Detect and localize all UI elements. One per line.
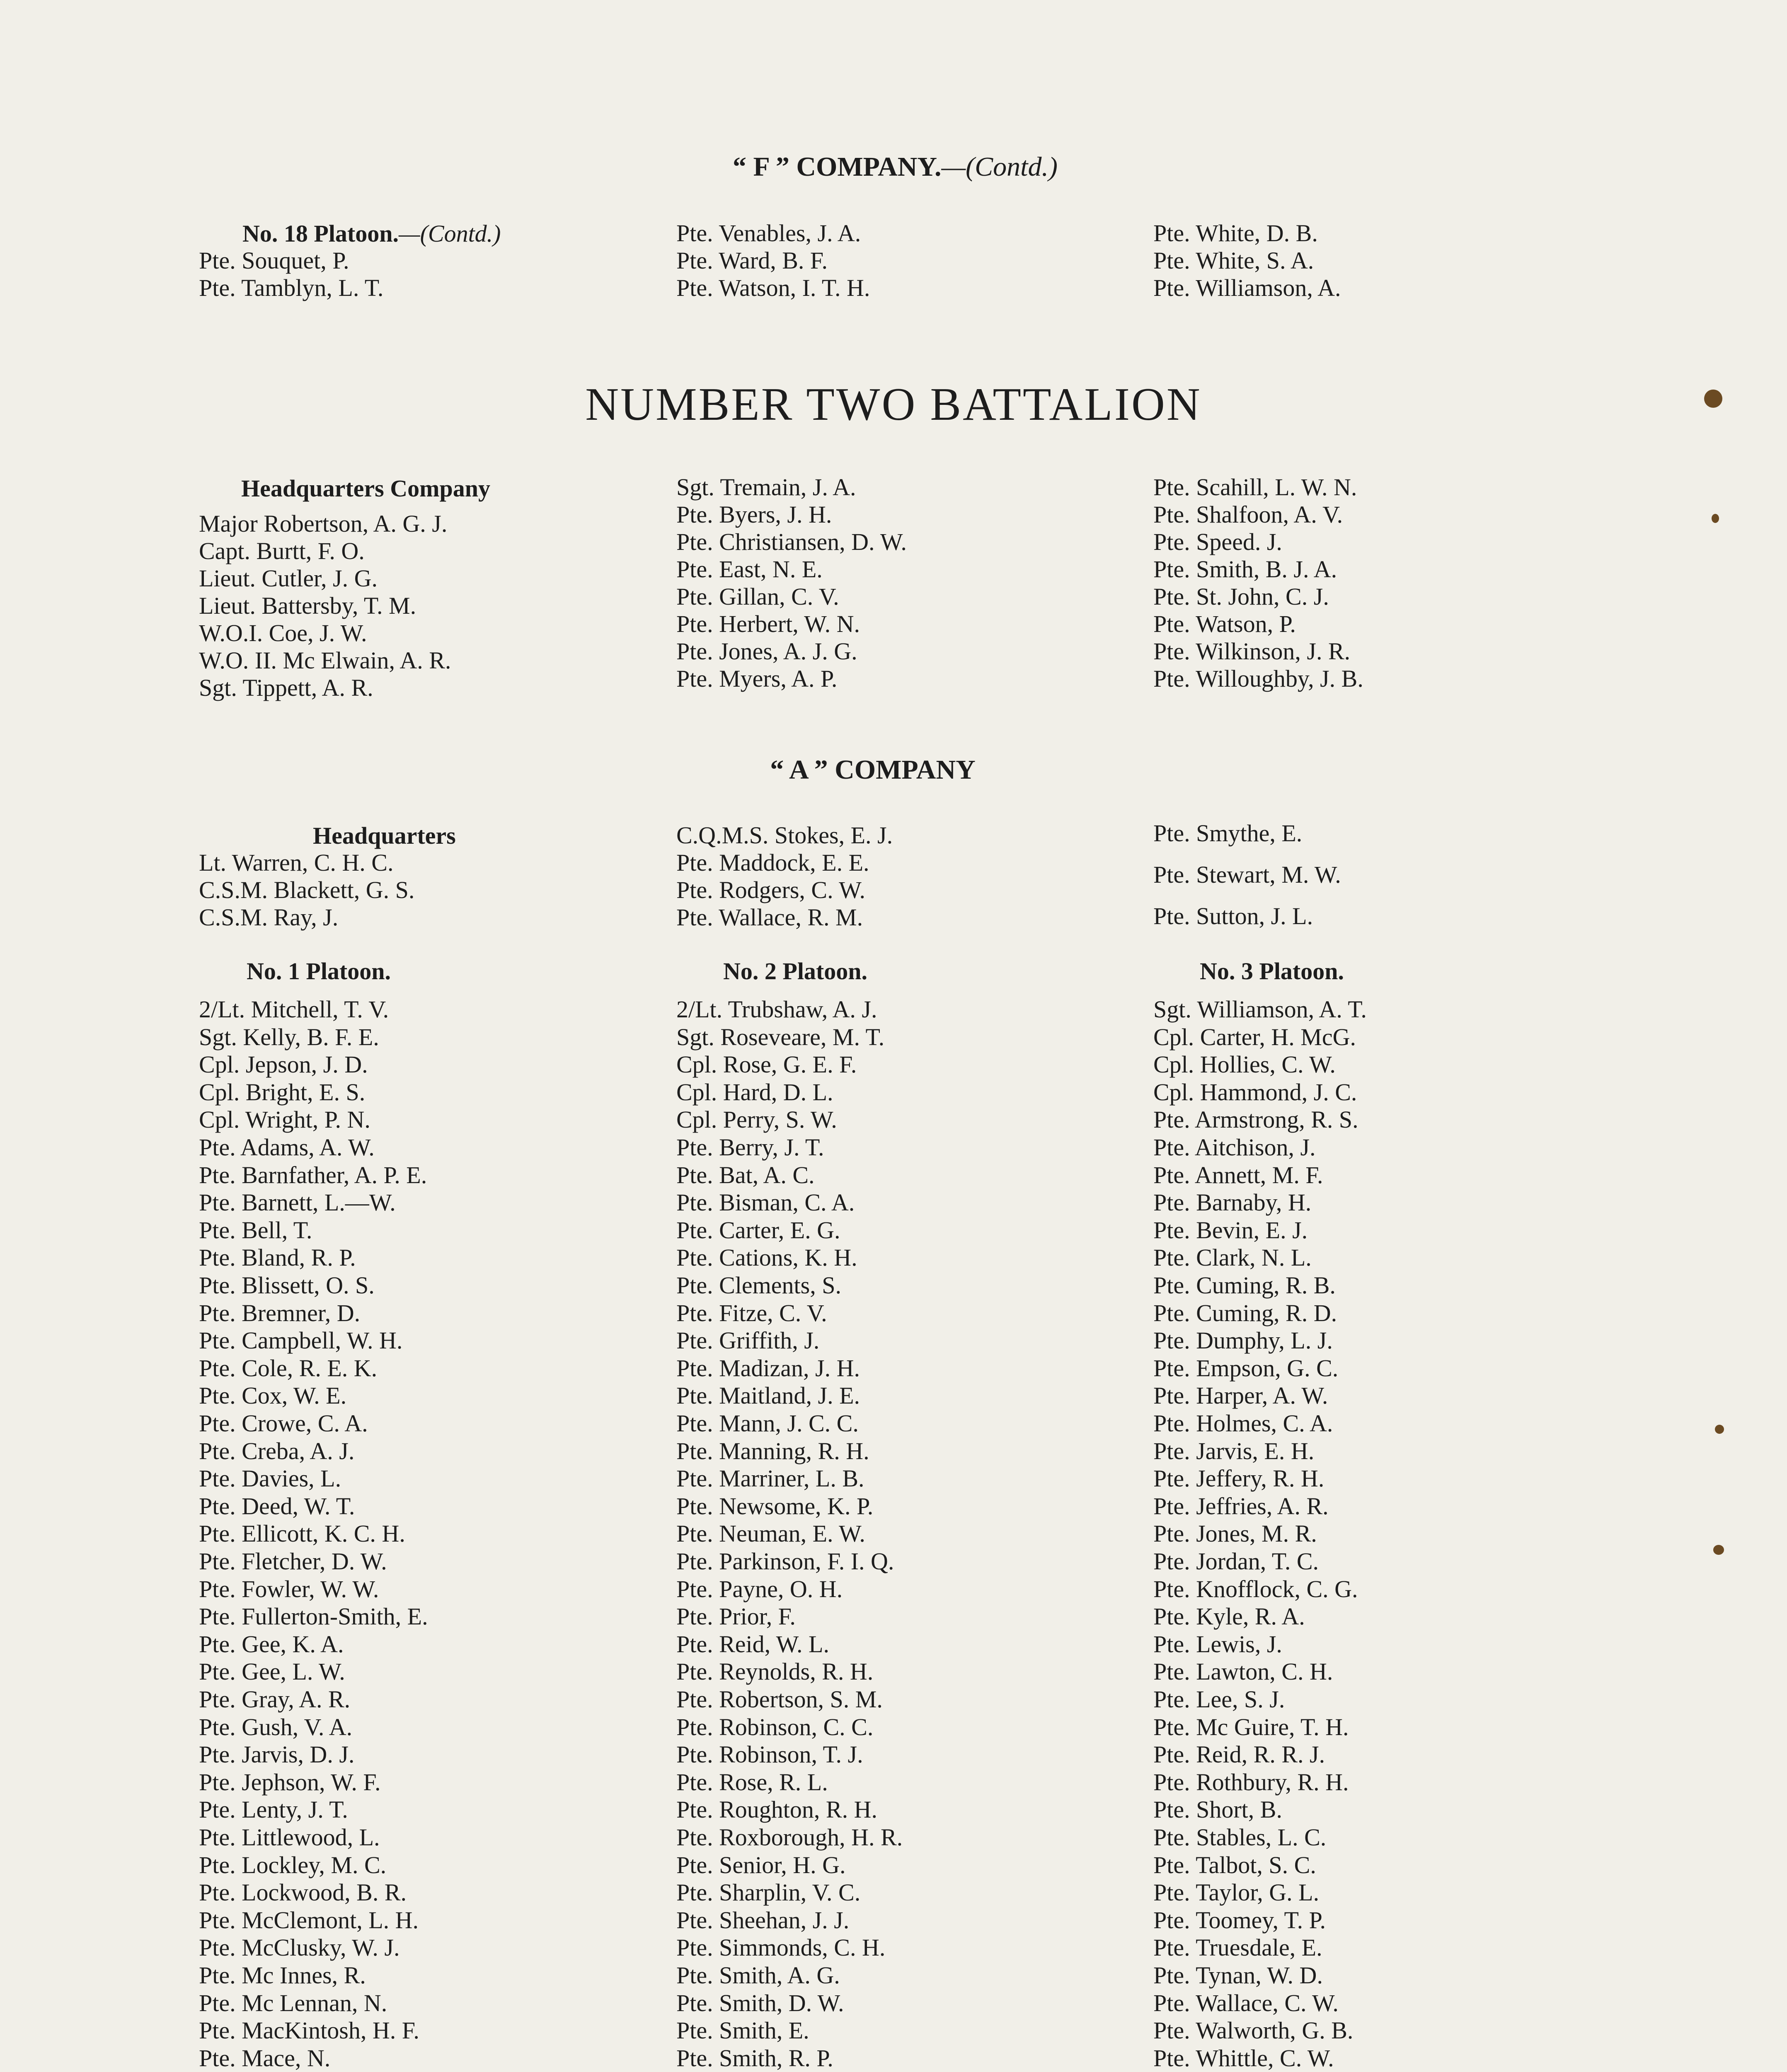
roll-entry: Cpl. Perry, S. W. [676,1106,837,1133]
roll-entry: Pte. Gray, A. R. [199,1686,351,1713]
roll-entry: Pte. Sharplin, V. C. [676,1879,861,1906]
roll-entry: Pte. Ward, B. F. [676,247,828,274]
roll-entry: Pte. Marriner, L. B. [676,1465,864,1492]
roll-entry: Pte. Barnfather, A. P. E. [199,1161,427,1188]
platoon-18-contd: —(Contd.) [399,220,501,247]
battalion-title: NUMBER TWO BATTALION [585,379,1202,430]
roll-entry: Pte. Carter, E. G. [676,1216,840,1244]
roll-entry: Pte. Lockley, M. C. [199,1851,387,1878]
roll-entry: Pte. Gillan, C. V. [676,583,839,610]
roll-entry: Cpl. Jepson, J. D. [199,1051,368,1078]
platoon-1-heading: No. 1 Platoon. [247,958,391,985]
roll-entry: Pte. Whittle, C. W. [1153,2044,1334,2072]
roll-entry: Pte. Reid, R. R. J. [1153,1741,1325,1768]
roll-entry: Pte. Littlewood, L. [199,1824,380,1851]
roll-entry: Pte. Shalfoon, A. V. [1153,501,1343,528]
roll-entry: Pte. Gee, K. A. [199,1630,344,1658]
roll-entry: Pte. Speed. J. [1153,528,1282,555]
roll-entry: Pte. Sutton, J. L. [1153,903,1313,929]
roll-entry: Pte. Creba, A. J. [199,1437,355,1464]
roll-entry: C.S.M. Blackett, G. S. [199,876,415,903]
roll-entry: Pte. Rose, R. L. [676,1768,828,1796]
roll-entry: Lieut. Cutler, J. G. [199,565,378,592]
roll-entry: Pte. Mann, J. C. C. [676,1410,859,1437]
roll-entry: Pte. Gush, V. A. [199,1713,353,1740]
roll-entry: Pte. Senior, H. G. [676,1851,846,1878]
roll-entry: Pte. Bevin, E. J. [1153,1216,1308,1244]
roll-entry: 2/Lt. Mitchell, T. V. [199,996,389,1023]
roll-entry: Pte. Bisman, C. A. [676,1189,855,1216]
roll-entry: Pte. Reid, W. L. [676,1630,829,1658]
roll-entry: Pte. Newsome, K. P. [676,1492,874,1520]
roll-entry: Sgt. Williamson, A. T. [1153,996,1367,1023]
roll-entry: Major Robertson, A. G. J. [199,510,448,537]
paper-stain-spot [1704,390,1722,408]
roll-entry: Pte. Bremner, D. [199,1299,361,1326]
roll-entry: Pte. Fowler, W. W. [199,1575,379,1602]
roll-entry: Sgt. Tippett, A. R. [199,674,373,701]
roll-entry: Pte. Watson, I. T. H. [676,274,870,301]
roll-entry: Pte. Campbell, W. H. [199,1327,403,1354]
roll-entry: Pte. Prior, F. [676,1603,796,1630]
roll-entry: C.S.M. Ray, J. [199,904,339,931]
platoon-2-heading: No. 2 Platoon. [723,958,867,985]
roll-entry: Pte. Roxborough, H. R. [676,1824,903,1851]
roll-entry: Pte. Holmes, C. A. [1153,1410,1333,1437]
hq-company-heading: Headquarters Company [241,475,490,502]
roll-entry: Pte. Jeffries, A. R. [1153,1492,1329,1520]
roll-entry: Pte. Fullerton-Smith, E. [199,1603,428,1630]
roll-entry: Pte. Robertson, S. M. [676,1686,883,1713]
roll-entry: Pte. Cuming, R. B. [1153,1272,1336,1299]
roll-entry: Pte. Stewart, M. W. [1153,861,1341,888]
roll-entry: Pte. Mc Guire, T. H. [1153,1713,1349,1740]
roll-entry: Pte. Truesdale, E. [1153,1934,1322,1961]
roll-entry: Pte. Taylor, G. L. [1153,1879,1320,1906]
roll-entry: Pte. Reynolds, R. H. [676,1658,874,1685]
roll-entry: Pte. Mc Innes, R. [199,1962,366,1989]
roll-entry: Cpl. Rose, G. E. F. [676,1051,857,1078]
roll-entry: Sgt. Tremain, J. A. [676,474,856,501]
roll-entry: Cpl. Wright, P. N. [199,1106,370,1133]
roll-entry: Pte. Lenty, J. T. [199,1796,348,1823]
roll-entry: Pte. Lockwood, B. R. [199,1879,407,1906]
roll-entry: Pte. Smith, R. P. [676,2044,833,2072]
roll-entry: Pte. Deed, W. T. [199,1492,355,1520]
roll-entry: Pte. Lewis, J. [1153,1630,1282,1658]
roll-entry: Pte. Griffith, J. [676,1327,820,1354]
roll-entry: Pte. Lee, S. J. [1153,1686,1285,1713]
roll-entry: Pte. Jarvis, D. J. [199,1741,355,1768]
roll-entry: Pte. MacKintosh, H. F. [199,2017,419,2044]
roll-entry: Pte. Jordan, T. C. [1153,1548,1319,1575]
roll-entry: Pte. Christiansen, D. W. [676,528,907,555]
roll-entry: Pte. Smith, D. W. [676,1989,844,2016]
roll-entry: Pte. Parkinson, F. I. Q. [676,1548,894,1575]
f-company-contd: —(Contd.) [941,152,1058,182]
roll-entry: Pte. Scahill, L. W. N. [1153,474,1357,501]
roll-entry: Pte. Manning, R. H. [676,1437,869,1464]
roll-entry: 2/Lt. Trubshaw, A. J. [676,996,877,1023]
platoon-18-heading [242,220,501,247]
f-company-title [647,151,1144,183]
roll-entry: Pte. Blissett, O. S. [199,1272,375,1299]
paper-stain-spot [1712,514,1719,523]
roll-entry: Pte. Jones, M. R. [1153,1520,1317,1547]
roll-entry: Pte. Jeffery, R. H. [1153,1465,1325,1492]
roll-entry: Pte. Clark, N. L. [1153,1244,1312,1271]
roll-entry: Pte. Fitze, C. V. [676,1299,827,1326]
roll-entry: Pte. Wallace, R. M. [676,904,863,931]
roll-entry: Pte. Kyle, R. A. [1153,1603,1305,1630]
roll-entry: Cpl. Carter, H. McG. [1153,1023,1356,1051]
roll-entry: Pte. Gee, L. W. [199,1658,345,1685]
roll-entry: Pte. Watson, P. [1153,610,1296,637]
roll-entry: Pte. Tamblyn, L. T. [199,274,384,301]
roll-entry: Pte. Smith, E. [676,2017,809,2044]
roll-entry: Pte. Maitland, J. E. [676,1382,860,1409]
roll-entry: Pte. Smith, B. J. A. [1153,556,1337,583]
roll-entry: Cpl. Hollies, C. W. [1153,1051,1336,1078]
roll-entry: Pte. Sheehan, J. J. [676,1906,850,1934]
roll-entry: Pte. Cuming, R. D. [1153,1299,1337,1326]
roll-entry: W.O. II. Mc Elwain, A. R. [199,647,451,674]
roll-entry: W.O.I. Coe, J. W. [199,620,367,646]
roll-entry: Pte. White, S. A. [1153,247,1314,274]
roll-entry: Sgt. Roseveare, M. T. [676,1023,885,1051]
roll-entry: Pte. Jephson, W. F. [199,1768,381,1796]
roll-entry: Pte. Knofflock, C. G. [1153,1575,1358,1602]
roll-entry: Pte. Empson, G. C. [1153,1354,1339,1382]
roll-entry: Pte. East, N. E. [676,556,823,583]
roll-entry: Pte. Rothbury, R. H. [1153,1768,1349,1796]
roll-entry: Pte. White, D. B. [1153,220,1318,247]
roll-entry: Pte. Williamson, A. [1153,274,1341,301]
roll-entry: Pte. Wilkinson, J. R. [1153,638,1351,665]
roll-entry: C.Q.M.S. Stokes, E. J. [676,822,893,849]
roll-entry: Cpl. Hard, D. L. [676,1078,833,1106]
roll-entry: Pte. Ellicott, K. C. H. [199,1520,405,1547]
roll-entry: Pte. Smythe, E. [1153,820,1303,847]
roll-entry: Pte. Byers, J. H. [676,501,832,528]
roll-entry: Pte. Cole, R. E. K. [199,1354,378,1382]
roll-entry: Pte. Neuman, E. W. [676,1520,865,1547]
roll-entry: Pte. Simmonds, C. H. [676,1934,886,1961]
roll-entry: Sgt. Kelly, B. F. E. [199,1023,379,1051]
roll-entry: Pte. Tynan, W. D. [1153,1962,1323,1989]
platoon-18-heading-text: No. 18 Platoon. [242,220,399,247]
roll-entry: Pte. Cations, K. H. [676,1244,857,1271]
roll-entry: Pte. Bat, A. C. [676,1161,815,1188]
paper-stain-spot [1713,1545,1724,1555]
roll-entry: Pte. Adams, A. W. [199,1134,375,1161]
f-company-title-text: “ F ” COMPANY. [732,152,942,182]
roll-entry: Pte. Herbert, W. N. [676,610,860,637]
roll-entry: Pte. Lawton, C. H. [1153,1658,1333,1685]
roll-entry: Pte. Berry, J. T. [676,1134,824,1161]
roll-entry: Pte. Venables, J. A. [676,220,861,247]
roll-entry: Lieut. Battersby, T. M. [199,592,416,619]
roll-entry: Pte. Myers, A. P. [676,665,838,692]
roll-entry: Pte. McClusky, W. J. [199,1934,400,1961]
roll-entry: Pte. Maddock, E. E. [676,849,869,876]
roll-entry: Capt. Burtt, F. O. [199,537,365,564]
roll-entry: Pte. Willoughby, J. B. [1153,665,1363,692]
roll-entry: Pte. Bell, T. [199,1216,312,1244]
roll-entry: Pte. Barnett, L.—W. [199,1189,396,1216]
roll-entry: Pte. Barnaby, H. [1153,1189,1312,1216]
roll-entry: Pte. Cox, W. E. [199,1382,347,1409]
roll-entry: Pte. Aitchison, J. [1153,1134,1316,1161]
roll-entry: Pte. Talbot, S. C. [1153,1851,1316,1878]
roll-entry: Pte. Fletcher, D. W. [199,1548,387,1575]
roll-entry: Pte. Annett, M. F. [1153,1161,1323,1188]
roll-entry: Pte. Mace, N. [199,2044,331,2072]
roll-entry: Pte. Rodgers, C. W. [676,876,865,903]
roll-entry: Pte. Jarvis, E. H. [1153,1437,1315,1464]
roll-entry: Pte. Wallace, C. W. [1153,1989,1339,2016]
roll-entry: Pte. Smith, A. G. [676,1962,840,1989]
roll-entry: Pte. McClemont, L. H. [199,1906,419,1934]
roll-entry: Pte. Short, B. [1153,1796,1282,1823]
roll-entry: Pte. Davies, L. [199,1465,341,1492]
roll-entry: Pte. Harper, A. W. [1153,1382,1328,1409]
paper-stain-spot [1715,1425,1724,1434]
roll-entry: Pte. Robinson, T. J. [676,1741,863,1768]
roll-entry: Pte. Stables, L. C. [1153,1824,1327,1851]
roll-entry: Pte. Armstrong, R. S. [1153,1106,1358,1133]
roll-entry: Pte. Souquet, P. [199,247,349,274]
roll-entry: Pte. Robinson, C. C. [676,1713,874,1740]
a-company-hq-heading: Headquarters [313,822,456,849]
roll-entry: Pte. Payne, O. H. [676,1575,843,1602]
roll-entry: Pte. Bland, R. P. [199,1244,356,1271]
roll-entry: Pte. St. John, C. J. [1153,583,1329,610]
roll-entry: Pte. Roughton, R. H. [676,1796,877,1823]
roll-entry: Pte. Madizan, J. H. [676,1354,860,1382]
roll-entry: Pte. Toomey, T. P. [1153,1906,1326,1934]
roll-entry: Pte. Mc Lennan, N. [199,1989,387,2016]
a-company-title: “ A ” COMPANY [770,755,976,785]
roll-entry: Cpl. Hammond, J. C. [1153,1078,1357,1106]
roll-entry: Pte. Dumphy, L. J. [1153,1327,1333,1354]
roll-entry: Pte. Walworth, G. B. [1153,2017,1354,2044]
roll-entry: Pte. Clements, S. [676,1272,841,1299]
roll-entry: Cpl. Bright, E. S. [199,1078,366,1106]
roll-entry: Pte. Jones, A. J. G. [676,638,857,665]
roll-entry: Lt. Warren, C. H. C. [199,849,394,876]
platoon-3-heading: No. 3 Platoon. [1200,958,1344,985]
roll-entry: Pte. Crowe, C. A. [199,1410,368,1437]
